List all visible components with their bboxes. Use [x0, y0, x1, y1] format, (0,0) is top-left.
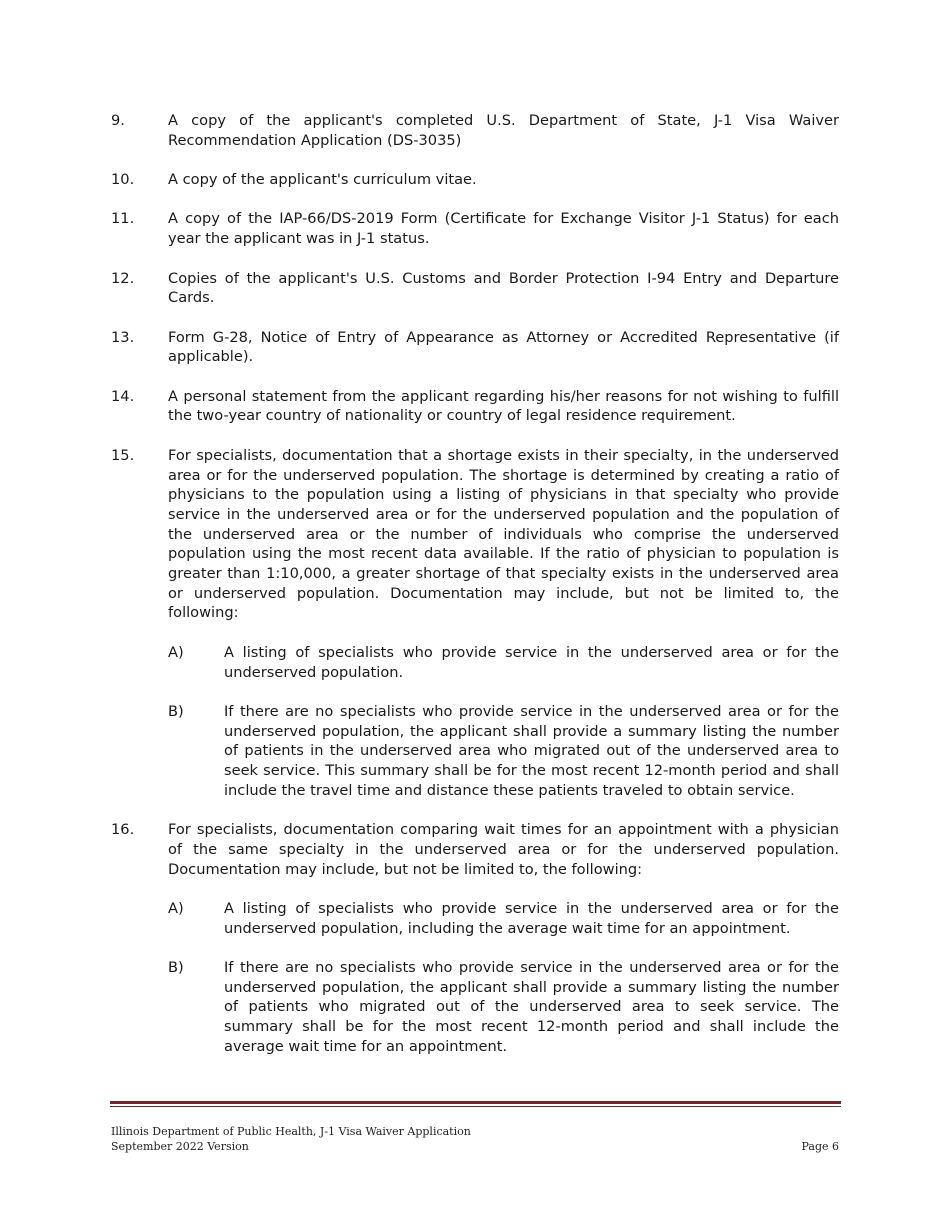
- sub-item-letter: A): [168, 899, 184, 917]
- item-text: For specialists, documentation comparing wait times for an appointment with a physician of the same specialty in the underserved area or for the underserved population. Documentation may include, but not be limited to, the following:: [168, 821, 839, 878]
- list-item-16: [111, 820, 839, 1056]
- list-item-12: [111, 269, 839, 308]
- sub-item-text: If there are no specialists who provide service in the underserved area or for the underserved population, the applicant shall provide a summary listing the number of patients in the underserved area who migrated out of the underserved area to seek service. This summary shall be for the most recent 12-month period and shall include the travel time and distance these patients traveled to obtain service.: [224, 702, 839, 799]
- item-text: A copy of the IAP-66/DS-2019 Form (Certificate for Exchange Visitor J-1 Status) for each year the applicant was in J-1 status.: [168, 210, 839, 248]
- footer-row: [111, 1139, 839, 1154]
- sub-item-text: If there are no specialists who provide service in the underserved area or for the underserved population, the applicant shall provide a summary listing the number of patients who migrated out of the underserved area to seek service. The summary shall be for the most recent 12-month period and shall include the average wait time for an appointment.: [224, 959, 839, 1055]
- sub-item-letter: B): [168, 959, 184, 977]
- item-text: A personal statement from the applicant regarding his/her reasons for not wishing to fulfill the two-year country of nationality or country of legal residence requirement.: [168, 387, 839, 425]
- list-item-14: [111, 387, 839, 426]
- sub-item-15b: [168, 702, 839, 801]
- item-text: Form G-28, Notice of Entry of Appearance as Attorney or Accredited Representative (if applicable).: [168, 328, 839, 366]
- item-number: 10.: [111, 171, 135, 189]
- item-text: A copy of the applicant's curriculum vitae.: [168, 171, 477, 189]
- list-item-15: [111, 446, 839, 801]
- footer-divider: [110, 1101, 841, 1107]
- item-number: 12.: [111, 269, 135, 287]
- item-number: 11.: [111, 210, 135, 228]
- document-body: [111, 111, 839, 1076]
- footer-divider-thin: [110, 1106, 841, 1107]
- sub-item-16b: [168, 958, 839, 1057]
- sub-item-15a: [168, 643, 839, 682]
- sub-item-letter: A): [168, 643, 184, 661]
- item-text: For specialists, documentation that a shortage exists in their specialty, in the underserved area or for the underserved population. The shortage is determined by creating a ratio of physicians to the population using a listing of physicians in that specialty who provide service in the underserved area or for the underserved population and the population of the underserved area or the number of individuals who comprise the underserved population using the most recent data available. If the ratio of physician to population is greater than 1:10,000, a greater shortage of that specialty exists in the underserved area or underserved population. Documentation may include, but not be limited to, the following:: [168, 446, 839, 622]
- item-body: [168, 446, 839, 801]
- item-number: 14.: [111, 387, 135, 405]
- list-item-10: [111, 170, 839, 190]
- item-text: A copy of the applicant's completed U.S. Department of State, J-1 Visa Waiver Recommendation Application (DS-3035): [168, 112, 839, 149]
- item-body: [168, 820, 839, 1056]
- item-number: 15.: [111, 446, 135, 464]
- item-number: 13.: [111, 328, 135, 346]
- list-item-11: [111, 209, 839, 248]
- item-number: 9.: [111, 112, 125, 129]
- list-item-9: [111, 111, 839, 150]
- item-number: 16.: [111, 821, 135, 839]
- sub-item-text: A listing of specialists who provide service in the underserved area or for the underserved population, including the average wait time for an appointment.: [224, 899, 839, 937]
- item-text: Copies of the applicant's U.S. Customs and Border Protection I-94 Entry and Departure Cards.: [168, 269, 839, 307]
- list-item-13: [111, 328, 839, 367]
- sub-item-letter: B): [168, 702, 184, 720]
- footer-org-line: Illinois Department of Public Health, J-1 Visa Waiver Application: [111, 1125, 471, 1138]
- sub-item-text: A listing of specialists who provide service in the underserved area or for the underserved population.: [224, 643, 839, 681]
- footer-divider-thick: [110, 1101, 841, 1104]
- page-number: Page 6: [801, 1140, 839, 1153]
- footer-version: September 2022 Version: [111, 1140, 249, 1153]
- sub-item-16a: [168, 899, 839, 938]
- page-footer: [111, 1124, 839, 1154]
